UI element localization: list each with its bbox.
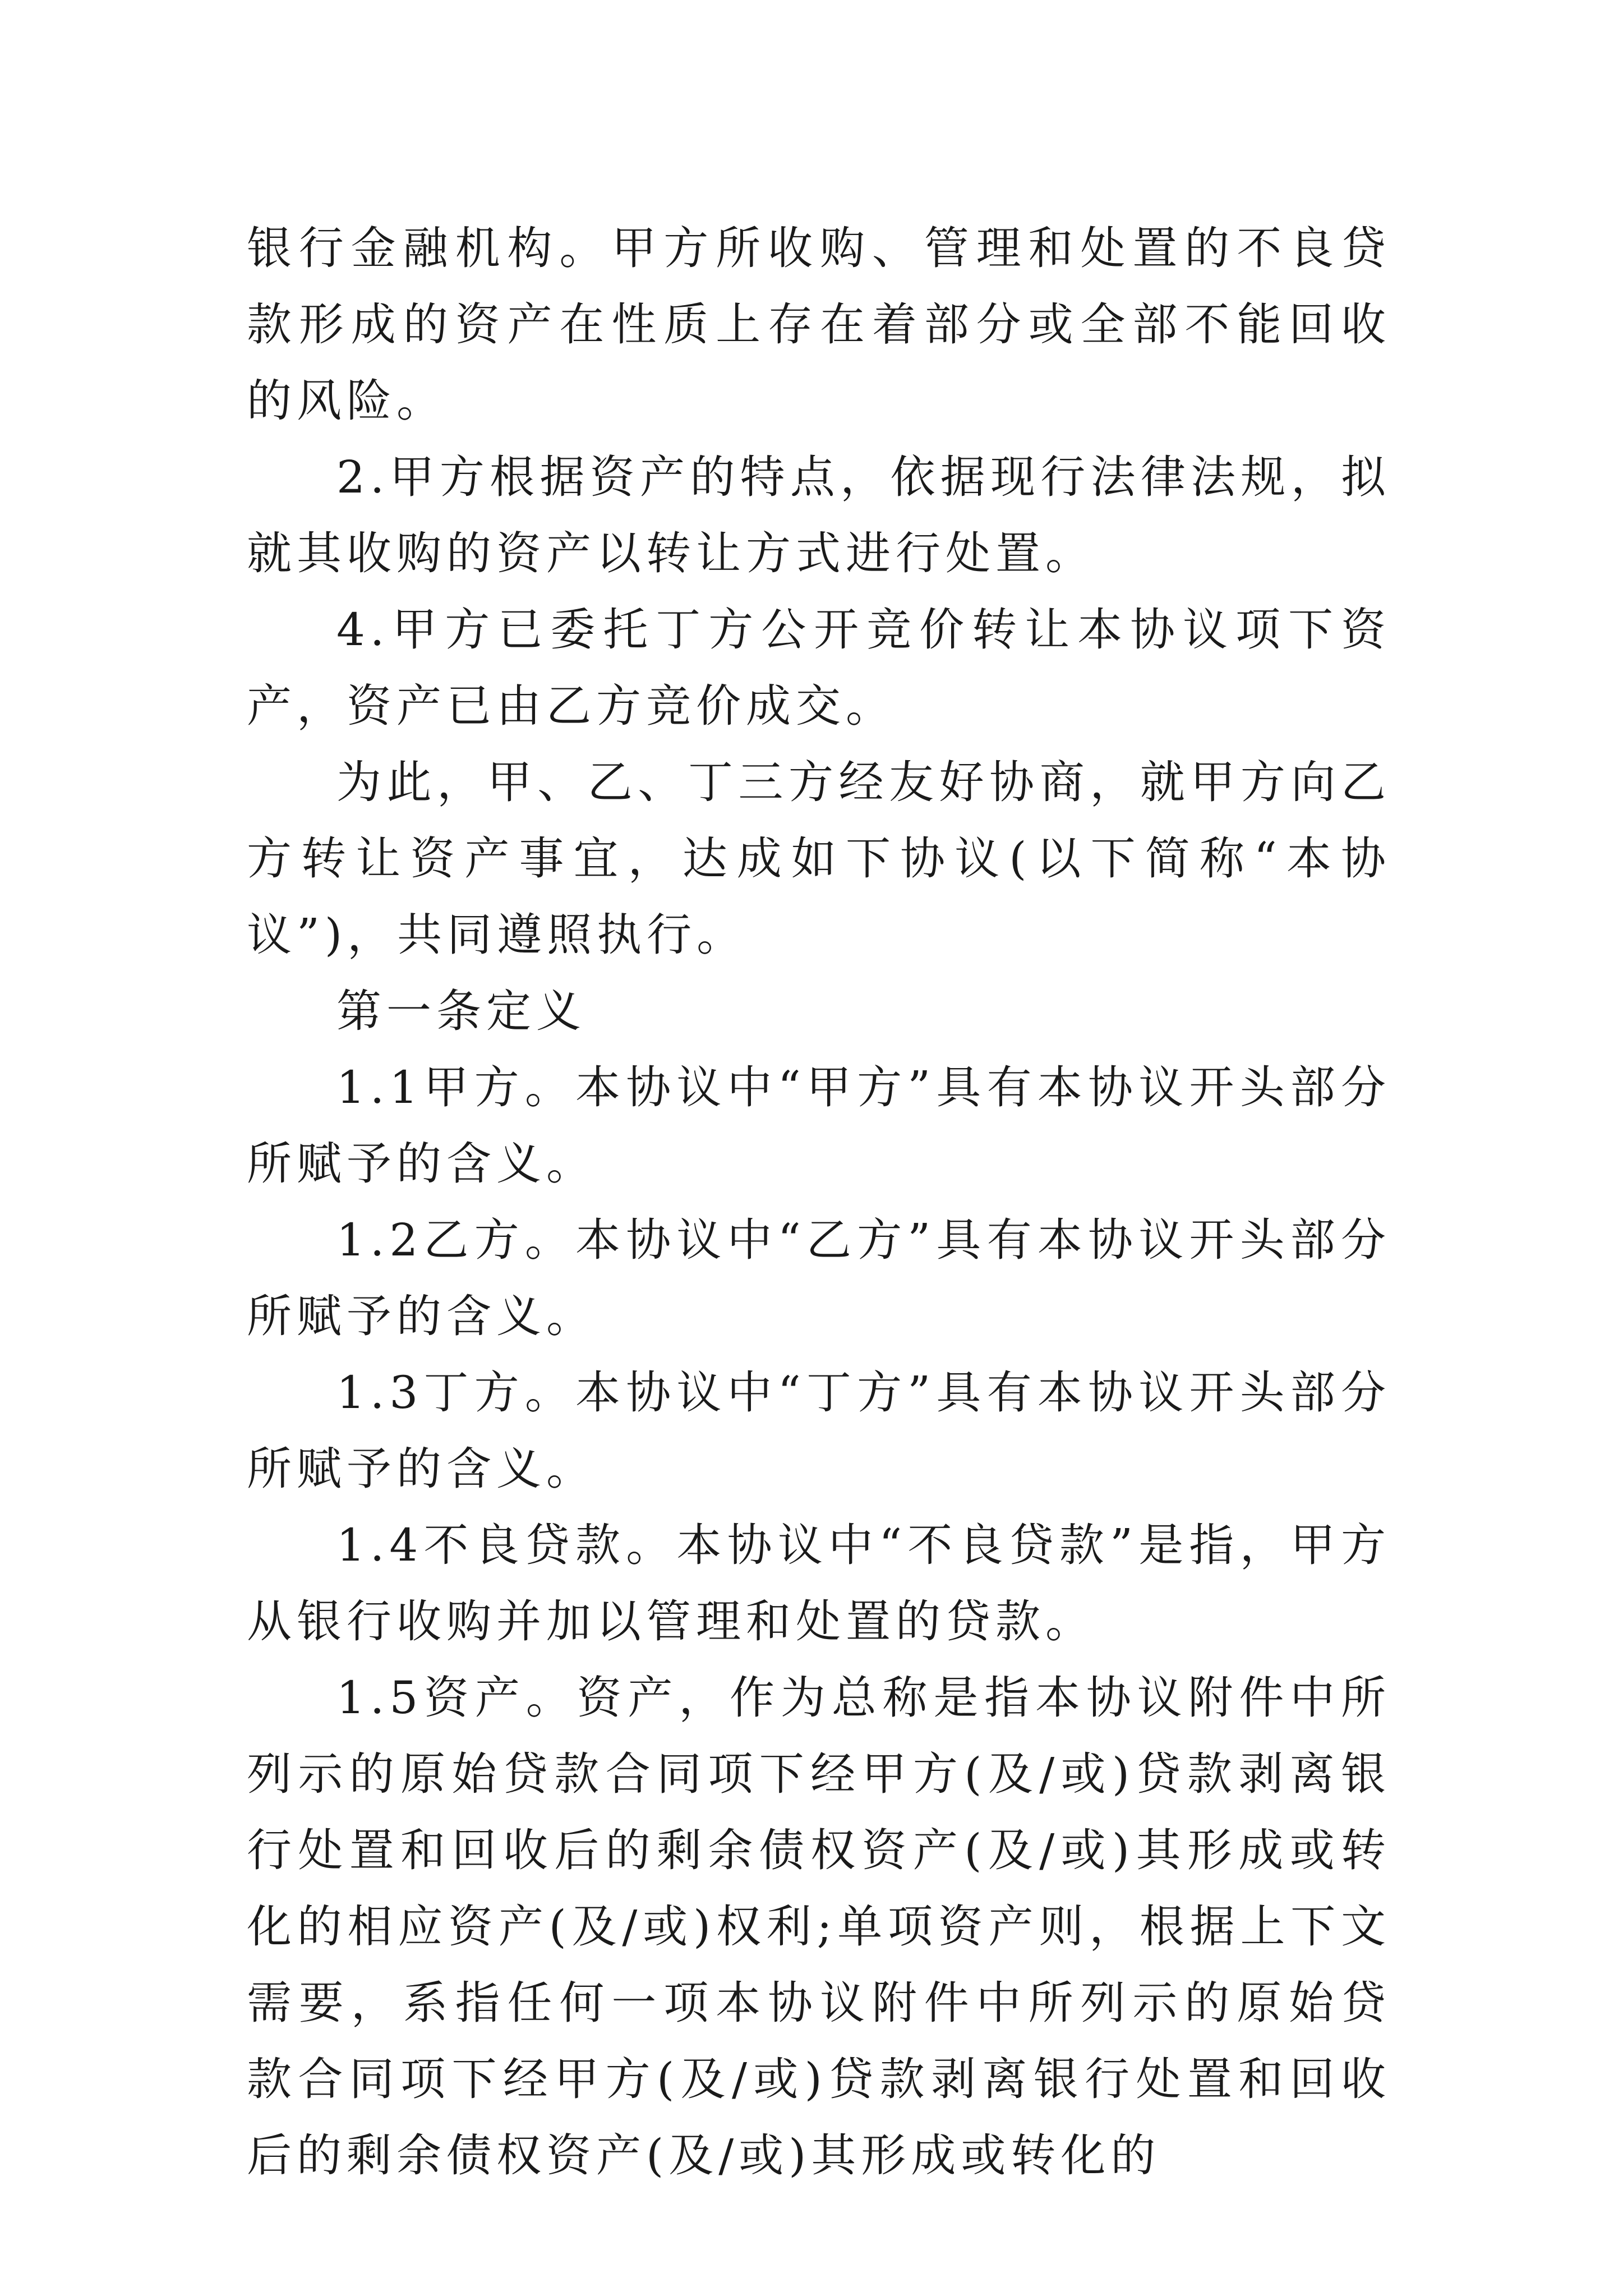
- document-body: [247, 210, 1391, 2194]
- definition-1-2: 1.2乙方。本协议中“乙方”具有本协议开头部分所赋予的含义。: [247, 1214, 1391, 1342]
- definition-1-3: 1.3丁方。本协议中“丁方”具有本协议开头部分所赋予的含义。: [247, 1366, 1391, 1495]
- definition-1-4: 1.4不良贷款。本协议中“不良贷款”是指，甲方从银行收购并加以管理和处置的贷款。: [247, 1519, 1391, 1648]
- paragraph-item-2: 2.甲方根据资产的特点，依据现行法律法规，拟就其收购的资产以转让方式进行处置。: [247, 451, 1391, 579]
- definition-1-5: 1.5资产。资产，作为总称是指本协议附件中所列示的原始贷款合同项下经甲方(及/或)贷款剥离银行处置和回收后的剩余债权资产(及/或)其形成或转化的相应资产(及/或)权利;单项资产则，根据上下文需要，系指任何一项本协议附件中所列示的原始贷款合同项下经甲方(及/或)贷款剥离银行处置和回收后的剩余债权资产(及/或)其形成或转化的: [247, 1672, 1391, 2182]
- section-heading-definitions: 第一条定义: [336, 985, 586, 1037]
- definition-1-1: 1.1甲方。本协议中“甲方”具有本协议开头部分所赋予的含义。: [247, 1061, 1391, 1190]
- paragraph-continuation: 银行金融机构。甲方所收购、管理和处置的不良贷款形成的资产在性质上存在着部分或全部不能回收的风险。: [247, 222, 1391, 427]
- paragraph-item-4: 4.甲方已委托丁方公开竞价转让本协议项下资产，资产已由乙方竞价成交。: [247, 604, 1391, 732]
- paragraph-agreement-intro: 为此，甲、乙、丁三方经友好协商，就甲方向乙方转让资产事宜，达成如下协议(以下简称“本协议”)，共同遵照执行。: [247, 756, 1391, 961]
